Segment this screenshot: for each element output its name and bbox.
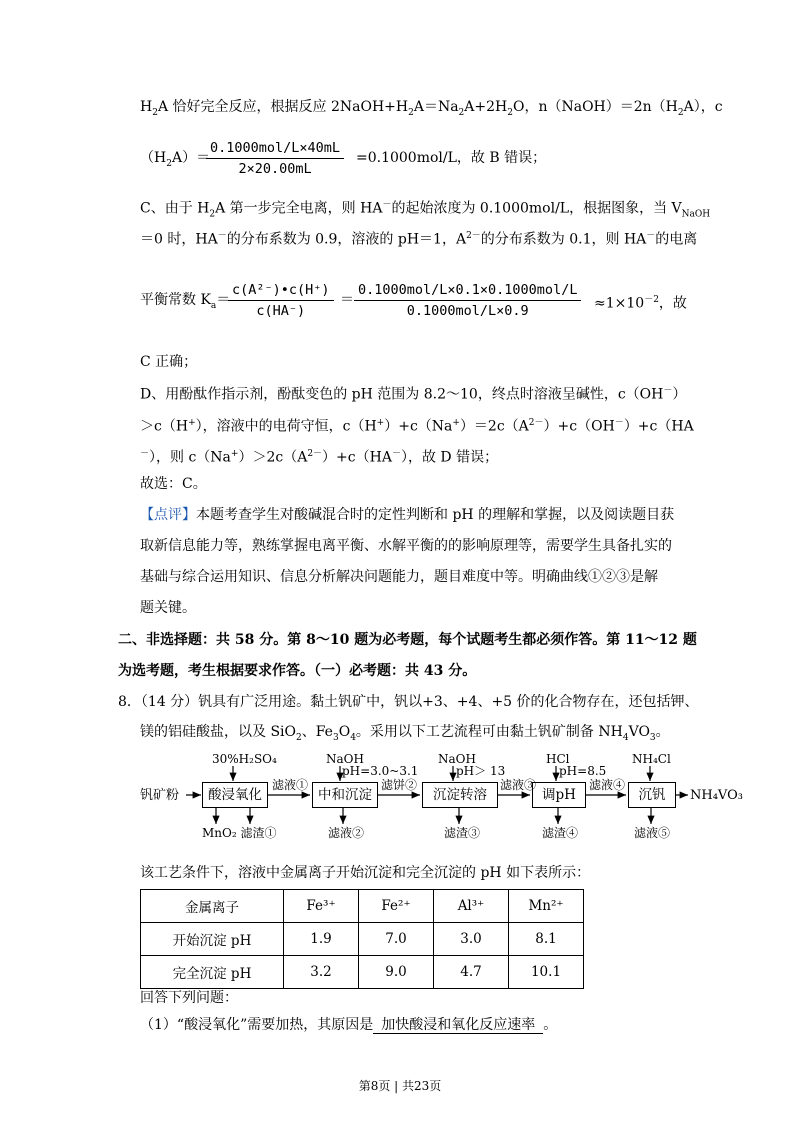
flow-start: 钒矿粉 xyxy=(140,788,180,803)
ph-table xyxy=(140,889,584,989)
table-cell: 9.0 xyxy=(359,956,434,989)
table-cell: 完全沉淀 pH xyxy=(141,956,284,989)
condition-label: pH=3.0~3.1 xyxy=(342,764,419,778)
table-cell: 1.9 xyxy=(284,923,359,956)
condition-label: pH=8.5 xyxy=(559,764,607,778)
review-line: 取新信息能力等，熟练掌握电离平衡、水解平衡的的影响原理等，需要学生具备扎实的 xyxy=(140,538,672,554)
text-line: ＝0 时，HA－的分布系数为 0.9，溶液的 pH＝1，$A^{2-}$的分布系数为 0.1，则 HA－的电离 xyxy=(140,231,698,248)
review-line: 题关键。 xyxy=(140,600,196,616)
text-line: C 正确； xyxy=(140,354,198,370)
text-line: 回答下列问题： xyxy=(140,990,238,1006)
table-cell: 3.2 xyxy=(284,956,359,989)
formula-line: $(H_2A)=$ xyxy=(140,150,211,169)
question-line: （1）“酸浸氧化”需要加热，其原因是 加快酸浸和氧化反应速率 。 xyxy=(140,1017,558,1033)
formula-result: =0.1000mol/L，故 B 错误； xyxy=(356,150,547,166)
review-line: 基础与综合运用知识、信息分析解决问题能力，题目难度中等。明确曲线①②③是解 xyxy=(140,569,658,585)
question-line: 镁的铝硅酸盐，以及 SiO$_2$、$Fe_3O_4$。采用以下工艺流程可由黏土钒矿制备 $NH_4VO_3$。 xyxy=(140,724,670,743)
table-cell: 开始沉淀 pH xyxy=(141,923,284,956)
table-cell: 4.7 xyxy=(434,956,509,989)
output-label: MnO₂ 滤渣① xyxy=(202,826,277,840)
step-precipitate-v: 沉钒 xyxy=(628,782,676,808)
reagent-label: NH₄Cl xyxy=(632,752,671,766)
table-header: Fe³⁺ xyxy=(284,890,359,923)
intermediate-label: 滤液④ xyxy=(589,778,626,792)
fraction: 0.1000mol/L×0.1×0.1000mol/L 0.1000mol/L×0.9 xyxy=(354,280,581,321)
step-neutralize: 中和沉淀 xyxy=(312,782,378,808)
fraction: $\frac{\text{c(A²⁻)•c(H⁺)}}{c(HA^-)}$ xyxy=(228,280,334,321)
intermediate-label: 滤液① xyxy=(272,778,309,792)
table-row xyxy=(141,923,584,956)
output-label: 滤液⑤ xyxy=(634,826,671,840)
text-line: C、由于 $H_2A$ 第一步完全电离，则 HA－的起始浓度为 0.1000mol/L，根据图象，当 $V_{NaOH}$ xyxy=(140,200,711,220)
review-tag: 【点评】 xyxy=(140,507,196,523)
question-line: 8．（14 分）钒具有广泛用途。黏土钒矿中，钒以+3、+4、+5 价的化合物存在，还包括钾、 xyxy=(118,694,699,710)
intermediate-label: 滤饼② xyxy=(381,778,418,792)
answer-line: 故选：C。 xyxy=(140,476,207,492)
table-header: Mn²⁺ xyxy=(509,890,584,923)
step-acid-leach: 酸浸氧化 xyxy=(202,782,268,808)
table-header: Al³⁺ xyxy=(434,890,509,923)
table-row xyxy=(141,890,584,923)
output-label: 滤液② xyxy=(328,826,365,840)
page-footer: 第8页 | 共23页 xyxy=(358,1079,442,1093)
table-cell: 7.0 xyxy=(359,923,434,956)
flow-product: NH₄VO₃ xyxy=(690,788,743,803)
section-heading: 为选考题，考生根据要求作答。（一）必考题：共 43 分。 xyxy=(118,663,477,679)
reagent-label: NaOH xyxy=(438,752,476,766)
section-heading: 二、非选择题：共 58 分。第 8～10 题为必考题，每个试题考生都必须作答。第 11～12 题 xyxy=(118,632,697,648)
step-adjust-ph: 调pH xyxy=(532,782,586,808)
table-cell: 10.1 xyxy=(509,956,584,989)
text-line: D、用酚酞作指示剂，酚酞变色的 pH 范围为 8.2～10，终点时溶液呈碱性，c（OH－） xyxy=(140,386,687,403)
intermediate-label: 滤液③ xyxy=(500,778,537,792)
text-line: $H_2A$ 恰好完全反应，根据反应 $2NaOH+H_2A=Na_2A+2H_2O$，$n(NaOH)=2n(H_2A)$，c xyxy=(140,99,723,118)
formula-result: $\approx 1\times 10^{-2}$，故 xyxy=(594,295,687,312)
table-cell: 8.1 xyxy=(509,923,584,956)
table-cell: 3.0 xyxy=(434,923,509,956)
text-line: －），则 $c(Na^+)>2c(A^{2-})+c(HA^-)$，故 D 错误； xyxy=(140,449,499,466)
answer-fill: 加快酸浸和氧化反应速率 xyxy=(373,1017,543,1034)
condition-label: pH＞ 13 xyxy=(456,764,506,778)
output-label: 滤渣④ xyxy=(542,826,579,840)
step-redissolve: 沉淀转溶 xyxy=(422,782,498,808)
review-line: 【点评】本题考查学生对酸碱混合时的定性判断和 pH 的理解和掌握，以及阅读题目获 xyxy=(140,507,675,523)
reagent-label: 30%H₂SO₄ xyxy=(212,752,277,766)
table-header: 金属离子 xyxy=(141,890,284,923)
text-line: 该工艺条件下，溶液中金属离子开始沉淀和完全沉淀的 pH 如下表所示： xyxy=(140,865,591,881)
formula-line: 平衡常数 $K_a=$ xyxy=(140,292,231,311)
equals: ＝ xyxy=(340,292,354,308)
output-label: 滤渣③ xyxy=(444,826,481,840)
reagent-label: HCl xyxy=(546,752,570,766)
table-row xyxy=(141,956,584,989)
reagent-label: NaOH xyxy=(326,752,364,766)
fraction: 0.1000mol/L×40mL 2×20.00mL xyxy=(206,138,344,179)
table-header: Fe²⁺ xyxy=(359,890,434,923)
text-line: ＞c（H+），溶液中的电荷守恒，$c(H^+)+c(Na^+)=2c(A^{2-})+c(OH^-)+c(HA$ xyxy=(140,418,694,435)
